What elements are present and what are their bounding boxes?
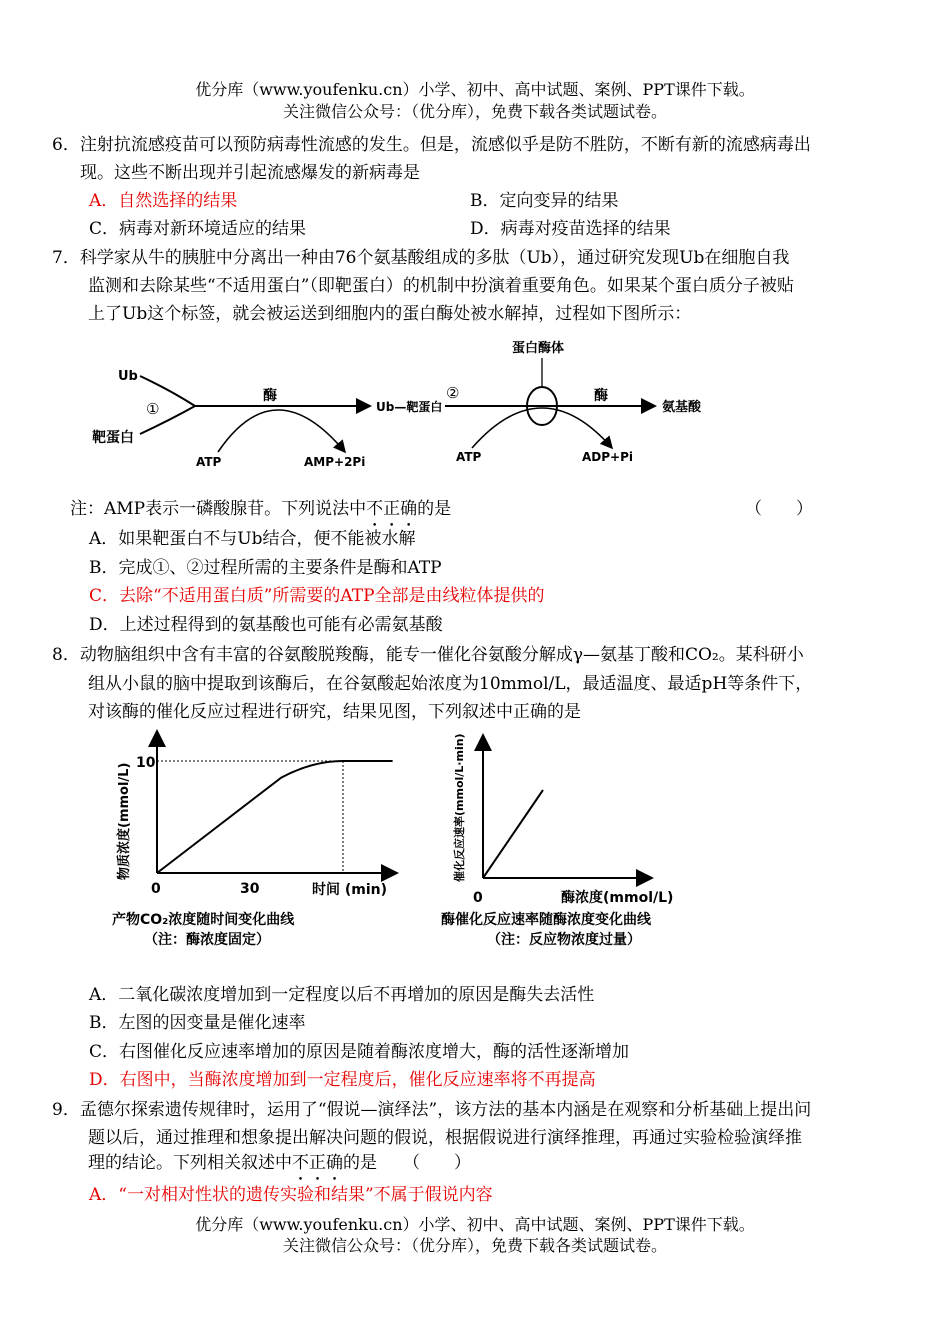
q6-option-c: C．病毒对新环境适应的结果	[89, 219, 307, 239]
header-line-1: 优分库（www.youfenku.cn）小学、初中、高中试题、案例、PPT课件下载。	[195, 80, 755, 99]
q9-stem-line-3: 理的结论。下列相关叙述中不正确的是 （ ）	[88, 1153, 471, 1173]
atp-adp-curve	[472, 408, 612, 448]
q6-stem-line-2: 现。这些不断出现并引起流感爆发的新病毒是	[80, 163, 420, 183]
q7-answer-bracket: （ ）	[745, 499, 813, 519]
label-amp: AMP+2Pi	[304, 455, 366, 469]
left-x-tick-30: 30	[240, 881, 260, 897]
q9-stem-line-2: 题以后，通过推理和想象提出解决问题的假说，根据假说进行演绎推理，再通过实验检验演绎推	[88, 1128, 802, 1148]
q6-option-d: D．病毒对疫苗选择的结果	[470, 219, 671, 239]
chart-rate-vs-enzyme	[435, 730, 735, 960]
q7-option-d: D．上述过程得到的氨基酸也可能有必需氨基酸	[89, 615, 443, 635]
q7-option-b: B．完成①、②过程所需的主要条件是酶和ATP	[89, 558, 442, 578]
left-chart-subtitle: （注：酶浓度固定）	[144, 932, 270, 948]
label-proteasome: 蛋白酶体	[512, 341, 565, 356]
q8-stem-line-3: 对该酶的催化反应过程进行研究，结果见图，下列叙述中正确的是	[88, 702, 581, 722]
q9-stem-line-1: 9．孟德尔探索遗传规律时，运用了“假说—演绎法”，该方法的基本内涵是在观察和分析基础上提出问	[52, 1100, 812, 1120]
label-ub: Ub	[118, 369, 138, 384]
label-adp: ADP+Pi	[582, 450, 634, 464]
q7-option-a: A．如果靶蛋白不与Ub结合，便不能被水解	[89, 529, 416, 549]
header-line-2: 关注微信公众号：（优分库），免费下载各类试题试卷。	[282, 102, 667, 121]
label-step-2: ②	[446, 384, 460, 402]
right-chart-subtitle: （注：反应物浓度过量）	[487, 932, 641, 948]
left-chart-title: 产物CO₂浓度随时间变化曲线	[112, 912, 295, 928]
right-chart-title: 酶催化反应速率随酶浓度变化曲线	[441, 912, 651, 928]
left-x-label: 时间 (min)	[312, 882, 388, 898]
left-y-tick-10: 10	[136, 755, 156, 771]
label-step-1: ①	[146, 400, 160, 418]
q8-option-d: D．右图中，当酶浓度增加到一定程度后，催化反应速率将不再提高	[89, 1070, 596, 1090]
label-target-protein: 靶蛋白	[92, 430, 134, 446]
left-x-tick-0: 0	[151, 881, 161, 897]
label-atp-1: ATP	[196, 455, 222, 469]
chart-co2-vs-time	[100, 730, 400, 960]
ubiquitin-pathway-diagram	[92, 330, 740, 480]
atp-amp-curve	[218, 410, 345, 452]
q6-option-a: A．自然选择的结果	[89, 191, 238, 211]
q6-option-b: B．定向变异的结果	[470, 191, 619, 211]
right-series-rate-line	[483, 790, 543, 878]
q7-stem-line-3: 上了Ub这个标签，就会被运送到细胞内的蛋白酶处被水解掉，过程如下图所示：	[88, 304, 692, 324]
q7-stem-line-2: 监测和去除某些“不适用蛋白”（即靶蛋白）的机制中扮演着重要角色。如果某个蛋白质分子被贴	[88, 276, 794, 296]
footer-line-1: 优分库（www.youfenku.cn）小学、初中、高中试题、案例、PPT课件下载。	[195, 1215, 755, 1234]
label-amino-acid: 氨基酸	[662, 400, 702, 415]
q7-stem-line-1: 7．科学家从牛的胰脏中分离出一种由76个氨基酸组成的多肽（Ub），通过研究发现Ub在细胞自我	[52, 248, 790, 268]
label-enzyme-2: 酶	[594, 388, 608, 404]
right-x-label: 酶浓度(mmol/L)	[561, 890, 674, 906]
q8-option-c: C．右图催化反应速率增加的原因是随着酶浓度增大，酶的活性逐渐增加	[89, 1042, 630, 1062]
q7-option-c: C．去除“不适用蛋白质”所需要的ATP全部是由线粒体提供的	[89, 586, 545, 606]
q7-note: 注：AMP表示一磷酸腺苷。下列说法中不正确的是	[70, 499, 452, 519]
q8-stem-line-1: 8．动物脑组织中含有丰富的谷氨酸脱羧酶，能专一催化谷氨酸分解成γ—氨基丁酸和CO₂。某科研小	[52, 645, 804, 665]
left-series-co2-line	[157, 761, 393, 873]
left-y-label: 物质浓度(mmol/L)	[117, 762, 132, 880]
q9-option-a: A．“一对相对性状的遗传实验和结果”不属于假说内容	[89, 1185, 493, 1205]
right-y-label: 催化反应速率(mmol/L·min)	[453, 733, 466, 882]
label-enzyme-1: 酶	[263, 388, 277, 404]
q6-stem-line-1: 6．注射抗流感疫苗可以预防病毒性流感的发生。但是，流感似乎是防不胜防，不断有新的流感病毒出	[52, 135, 811, 155]
q8-option-a: A．二氧化碳浓度增加到一定程度以后不再增加的原因是酶失去活性	[89, 985, 595, 1005]
right-x-tick-0: 0	[473, 890, 483, 906]
footer-line-2: 关注微信公众号：（优分库），免费下载各类试题试卷。	[282, 1236, 667, 1255]
label-atp-2: ATP	[456, 450, 482, 464]
q8-option-b: B．左图的因变量是催化速率	[89, 1013, 306, 1033]
q8-stem-line-2: 组从小鼠的脑中提取到该酶后，在谷氨酸起始浓度为10mmol/L，最适温度、最适pH等条件下，	[88, 674, 813, 694]
label-ub-target-complex: Ub—靶蛋白	[376, 400, 443, 414]
